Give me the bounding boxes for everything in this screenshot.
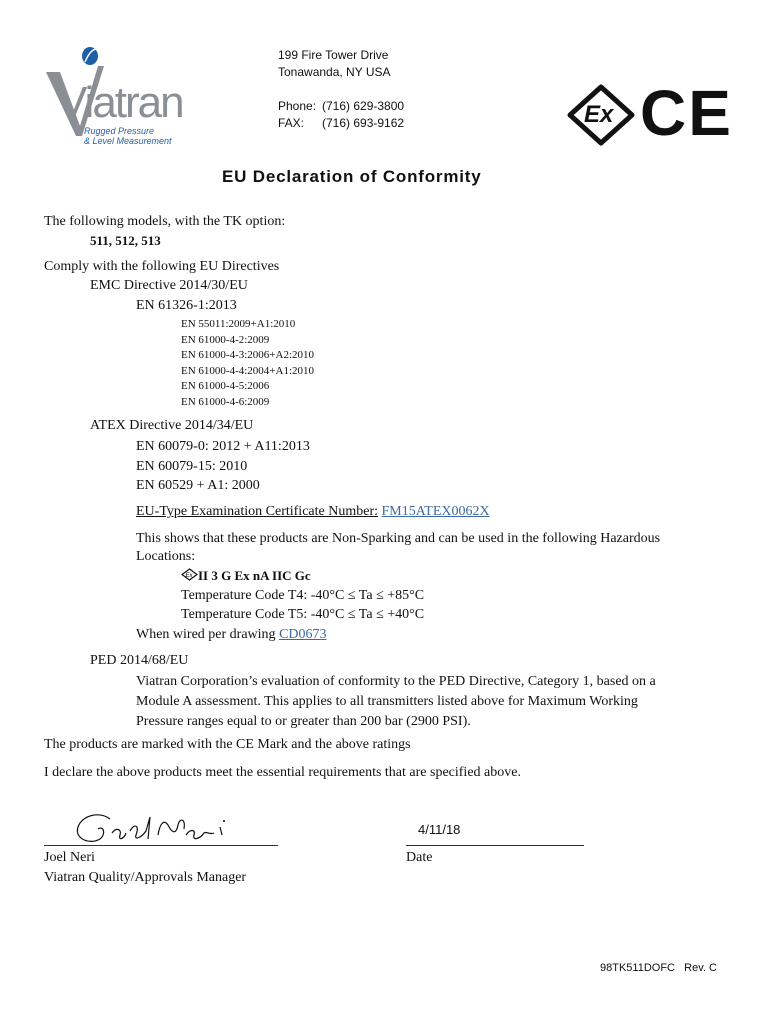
emc-directive: EMC Directive 2014/30/EU xyxy=(90,278,248,293)
date-value: 4/11/18 xyxy=(418,822,461,837)
svg-text:Ex: Ex xyxy=(185,573,193,580)
atex-standard: EN 60079-0: 2012 + A11:2013 xyxy=(136,439,310,454)
viatran-logo xyxy=(44,40,194,150)
atex-standard: EN 60529 + A1: 2000 xyxy=(136,478,260,493)
signer-role: Viatran Quality/Approvals Manager xyxy=(44,870,247,885)
intro-text: The following models, with the TK option: xyxy=(44,214,286,229)
logo-tagline-1: Rugged Pressure xyxy=(84,126,155,136)
signature-line xyxy=(44,845,278,846)
declaration-statement: I declare the above products meet the essential requirements that are specified above. xyxy=(44,765,521,780)
emc-standard: EN 61326-1:2013 xyxy=(136,298,237,313)
ped-text xyxy=(136,672,656,732)
signer-name: Joel Neri xyxy=(44,850,95,865)
emc-sub-standards xyxy=(181,317,314,411)
certificate-number-link[interactable]: FM15ATEX0062X xyxy=(381,504,490,519)
temp-code-t4: Temperature Code T4: -40°C ≤ Ta ≤ +85°C xyxy=(181,588,425,603)
ex-mark-text: Ex xyxy=(584,101,614,128)
logo-tagline-2: & Level Measurement xyxy=(84,136,172,146)
logo-brand: Viatran xyxy=(58,78,183,127)
atex-marking-text: II 3 G Ex nA IIC Gc xyxy=(198,568,311,583)
ce-mark-icon xyxy=(640,77,733,149)
fax-label: FAX: xyxy=(278,116,305,130)
ped-text-line: Pressure ranges equal to or greater than 200 bar (2900 PSI). xyxy=(136,714,471,729)
ped-text-line: Module A assessment. This applies to all transmitters listed above for Maximum Working xyxy=(136,694,638,709)
emc-sub-standard: EN 61000-4-3:2006+A2:2010 xyxy=(181,349,314,362)
company-address xyxy=(278,47,404,132)
fax-row xyxy=(278,115,404,132)
model-list: 511, 512, 513 xyxy=(90,233,161,248)
address-street: 199 Fire Tower Drive xyxy=(278,48,389,62)
phone-number: (716) 629-3800 xyxy=(322,99,405,113)
fax-number: (716) 693-9162 xyxy=(322,116,405,130)
ped-text-line: Viatran Corporation’s evaluation of conformity to the PED Directive, Category 1, based on a xyxy=(136,674,656,689)
document-id: 98TK511DOFC xyxy=(600,962,675,974)
emc-sub-standard: EN 61000-4-2:2009 xyxy=(181,333,270,346)
wired-label: When wired per drawing xyxy=(136,627,276,642)
ped-directive: PED 2014/68/EU xyxy=(90,653,189,668)
certificate-line xyxy=(136,504,490,520)
ex-small-icon xyxy=(181,568,198,581)
phone-row xyxy=(278,98,404,115)
comply-text: Comply with the following EU Directives xyxy=(44,259,280,274)
emc-sub-standard: EN 61000-4-6:2009 xyxy=(181,395,270,408)
ce-mark-text: CE xyxy=(640,77,733,149)
emc-sub-standard: EN 61000-4-4:2004+A1:2010 xyxy=(181,364,314,377)
emc-sub-standard: EN 55011:2009+A1:2010 xyxy=(181,318,296,330)
document-title: EU Declaration of Conformity xyxy=(222,167,482,186)
drawing-link[interactable]: CD0673 xyxy=(279,627,327,642)
phone-label: Phone: xyxy=(278,99,317,113)
atex-marking xyxy=(181,568,311,585)
ex-mark-icon xyxy=(566,84,636,146)
atex-standard: EN 60079-15: 2010 xyxy=(136,458,248,474)
certificate-label: EU-Type Examination Certificate Number: xyxy=(136,504,378,519)
wired-line xyxy=(136,627,327,643)
hazardous-text-line2: Locations: xyxy=(136,549,196,564)
hazardous-text-line1: This shows that these products are Non-Sparking and can be used in the following Hazardous xyxy=(136,531,661,546)
atex-standards xyxy=(136,437,310,496)
document-footer xyxy=(600,962,717,974)
emc-sub-standard: EN 61000-4-5:2006 xyxy=(181,380,270,393)
date-line xyxy=(406,845,584,846)
atex-directive: ATEX Directive 2014/34/EU xyxy=(90,418,254,433)
ce-marked-statement: The products are marked with the CE Mark and the above ratings xyxy=(44,737,411,752)
address-city: Tonawanda, NY USA xyxy=(278,65,391,79)
document-revision: Rev. C xyxy=(684,962,717,974)
date-label: Date xyxy=(406,850,433,865)
temp-code-t5: Temperature Code T5: -40°C ≤ Ta ≤ +40°C xyxy=(181,607,425,622)
